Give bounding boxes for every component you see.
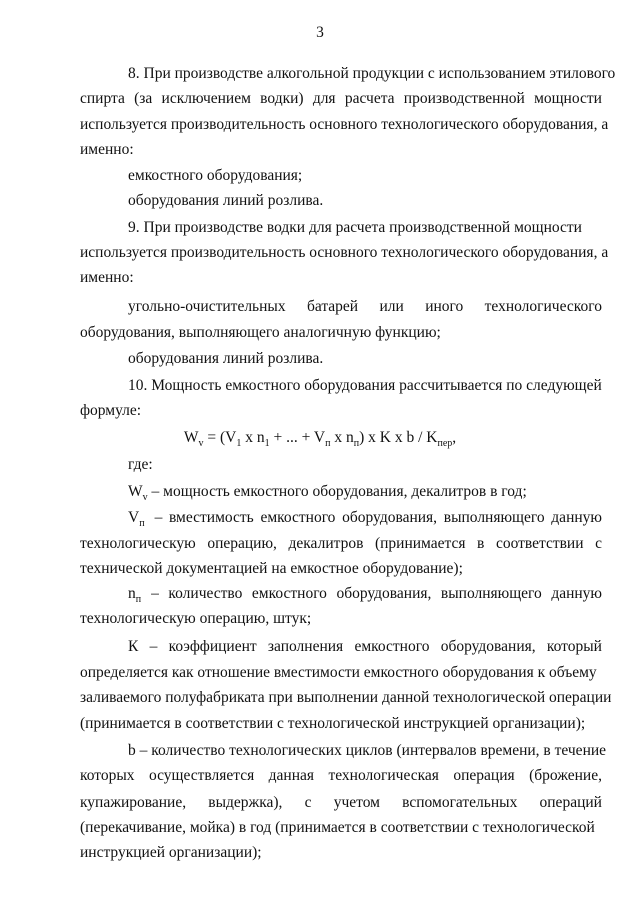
page-number: 3 (316, 24, 324, 41)
p9-line-3: именно: (80, 269, 134, 286)
word: в (477, 535, 485, 552)
def-b-line-2 (80, 765, 602, 787)
word: – (149, 638, 158, 655)
def-b-line-1: b – количество технологических циклов (интервалов времени, в течение (128, 742, 607, 759)
word: заполнения (267, 638, 344, 655)
p9-item-1-cont: оборудования, выполняющего аналогичную функцию; (80, 324, 441, 341)
p8-line-3: используется производительность основного технологического оборудования, а (80, 116, 609, 133)
word: оборудования, (342, 509, 438, 526)
word: выдержка), (208, 794, 283, 811)
p8-line-4: именно: (80, 141, 134, 158)
def-k-line-4: (принимается в соответствии с технологической инструкцией организации); (80, 715, 586, 732)
word: коэффициент (168, 638, 257, 655)
word: купажирование, (80, 794, 187, 811)
p8-line-2 (80, 88, 602, 110)
word: данную (551, 509, 602, 526)
word: с (304, 794, 312, 811)
def-w: $W_v$ – мощность емкостного оборудования, декалитров в год; (128, 483, 527, 504)
word: данная (268, 767, 315, 784)
word: емкостного (260, 509, 336, 526)
def-b-line-3 (80, 792, 602, 814)
p9-item-1 (128, 296, 602, 318)
word: технологического (484, 298, 602, 315)
word: данную (551, 585, 602, 602)
word: расчета (344, 90, 395, 107)
word: оборудования, (440, 638, 536, 655)
p10-line-2: формуле: (80, 402, 142, 419)
def-k-line-1 (128, 636, 602, 658)
def-k-line-2: определяется как отношение вместимости емкостного оборудования к объему (80, 664, 597, 681)
word: угольно-очистительных (128, 298, 286, 315)
def-v-line-3: технической документацией на емкостное оборудование); (80, 560, 463, 577)
p9-item-2: оборудования линий розлива. (128, 350, 324, 367)
word: производственной (403, 90, 525, 107)
word: – (151, 585, 159, 602)
word: исключением (161, 90, 251, 107)
word: операций (539, 794, 602, 811)
def-v-line-2 (80, 533, 602, 555)
p8-item-2: оборудования линий розлива. (128, 192, 324, 209)
word: иного (425, 298, 464, 315)
def-b-line-5: инструкцией организации); (80, 844, 262, 861)
p9-line-2: используется производительность основного технологического оборудования, а (80, 244, 609, 261)
word: К (128, 638, 139, 655)
word: выполняющего (443, 509, 545, 526)
p8-item-1: емкостного оборудования; (128, 167, 303, 184)
p8-line-1: 8. При производстве алкогольной продукции с использованием этилового (128, 65, 616, 82)
word: выполняющего (440, 585, 542, 602)
word: с (595, 535, 602, 552)
def-v-line-1: $V_п$ – вместимость емкостного оборудования, выполняющего данную (128, 509, 602, 530)
word: спирта (80, 90, 125, 107)
word: количество (168, 585, 243, 602)
word: – (154, 509, 163, 526)
word: операцию, (207, 535, 277, 552)
word: технологическую (80, 535, 196, 552)
def-n-line-1: $n_п$ – количество емкостного оборудования, выполняющего данную (128, 585, 602, 606)
word: мощности (534, 90, 602, 107)
word: вместимость (169, 509, 254, 526)
p9-line-1: 9. При производстве водки для расчета производственной мощности (128, 219, 582, 236)
word: для (312, 90, 336, 107)
word: оборудования, (336, 585, 432, 602)
word: осуществляется (148, 767, 255, 784)
word: учетом (333, 794, 380, 811)
p10-line-1: 10. Мощность емкостного оборудования рассчитывается по следующей (128, 377, 602, 394)
def-k-line-3: заливаемого полуфабриката при выполнении данной технологической операции (80, 689, 612, 706)
where-label: где: (128, 456, 153, 473)
word: технологическая (328, 767, 439, 784)
def-b-line-4: (перекачивание, мойка) в год (принимается в соответствии с технологической (80, 819, 595, 836)
def-n-line-2: технологическую операцию, штук; (80, 610, 312, 627)
word: (принимается (374, 535, 466, 552)
capacity-formula: $W_v = (V_1$ x $n_1$ + ... + $V_п$ x $n_п$) x K x b / $K_{пер}$, (183, 429, 457, 450)
word: или (379, 298, 404, 315)
word: водки) (260, 90, 304, 107)
word: вспомогательных (402, 794, 518, 811)
word: (брожение, (529, 767, 602, 784)
word: соответствии (495, 535, 584, 552)
word: емкостного (251, 585, 327, 602)
word: емкостного (354, 638, 430, 655)
word: (за (134, 90, 153, 107)
word: операция (453, 767, 515, 784)
word: которых (80, 767, 135, 784)
word: который (546, 638, 602, 655)
word: батарей (306, 298, 359, 315)
word: декалитров (288, 535, 364, 552)
